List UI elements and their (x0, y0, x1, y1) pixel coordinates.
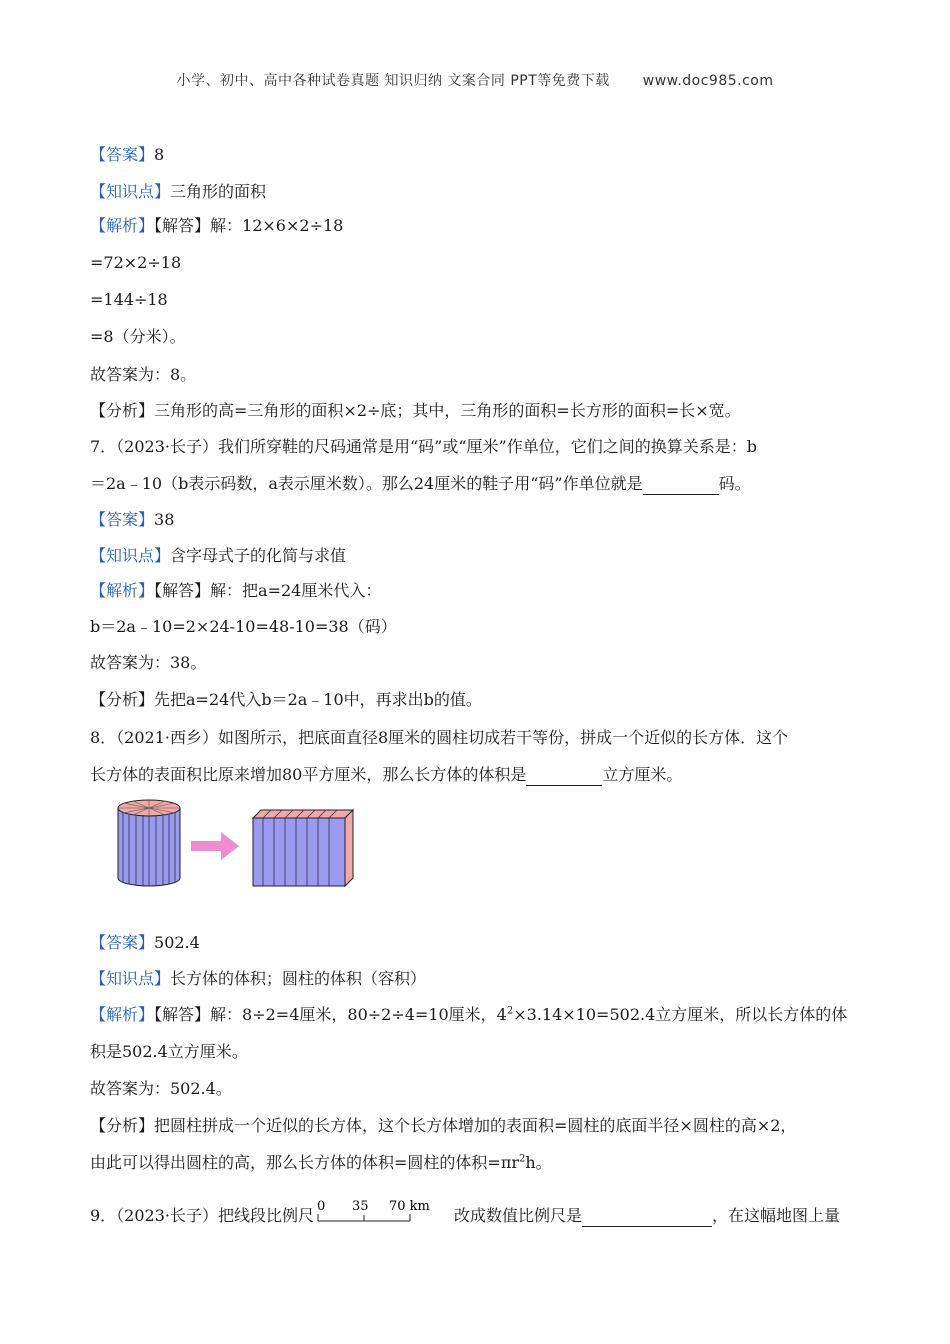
scale-bar-svg (314, 1199, 432, 1227)
q7-knowledge: 【知识点】含字母式子的化简与求值 (90, 546, 347, 565)
header-url[interactable]: www.doc985.com (642, 73, 774, 89)
q8-analysis-line2: 积是502.4立方厘米。 (90, 1042, 248, 1061)
q8-knowledge: 【知识点】长方体的体积；圆柱的体积（容积） (90, 969, 427, 988)
q8-fenxi: 【分析】把圆柱拼成一个近似的长方体，这个长方体增加的表面积=圆柱的底面半径×圆柱的高×2， (90, 1116, 797, 1135)
q8-answer-blank[interactable] (526, 769, 602, 786)
q7-stem-line2: ＝2a﹣10（b表示码数，a表示厘米数）。那么24厘米的鞋子用“码”作单位就是 码。 (90, 474, 751, 493)
q6-answer: 【答案】8 (90, 145, 165, 164)
linear-scale-bar (314, 1199, 432, 1227)
arrow-icon (191, 832, 239, 860)
q6-analysis: 【解析】【解答】解：12×6×2÷18 (90, 216, 344, 235)
page-header (0, 70, 950, 90)
q7-answer: 【答案】38 (90, 510, 175, 529)
q7-stem-line1: 7．（2023·长子）我们所穿鞋的尺码通常是用“码”或“厘米”作单位，它们之间的换算关系是：b (90, 437, 757, 456)
q6-fenxi: 【分析】三角形的高=三角形的面积×2÷底；其中，三角形的面积=长方形的面积=长×宽。 (90, 401, 741, 420)
q7-step1: b＝2a﹣10=2×24-10=48-10=38（码） (90, 617, 397, 636)
q7-fenxi: 【分析】先把a=24代入b＝2a﹣10中，再求出b的值。 (90, 690, 482, 709)
cuboid-illustration (253, 810, 353, 886)
scale-tick-35: 35 (352, 1199, 369, 1214)
q8-answer: 【答案】502.4 (90, 933, 200, 952)
scale-tick-0: 0 (317, 1199, 326, 1214)
scale-tick-70: 70 km (389, 1199, 430, 1214)
q9-stem: 9．（2023·长子）把线段比例尺 0 35 70 km 改成数值比例尺是 ，在这幅地图上量 (90, 1199, 841, 1225)
q6-step2: =144÷18 (90, 290, 168, 309)
q7-conclusion: 故答案为：38。 (90, 653, 207, 672)
q8-stem-line1: 8．（2021·西乡）如图所示，把底面直径8厘米的圆柱切成若干等份，拼成一个近似的长方体．这个 (90, 728, 789, 747)
q8-analysis: 【解析】【解答】解：8÷2=4厘米，80÷2÷4=10厘米，$4^2\times 3.14\times 10=502.4$立方厘米，所以长方体的体 (90, 1005, 848, 1024)
cylinder-to-cuboid-figure (113, 798, 358, 890)
q6-step1: =72×2÷18 (90, 253, 182, 272)
q8-stem-line2: 长方体的表面积比原来增加80平方厘米，那么长方体的体积是 立方厘米。 (90, 765, 683, 784)
q7-analysis: 【解析】【解答】解：把a=24厘米代入： (90, 581, 382, 600)
q8-conclusion: 故答案为：502.4。 (90, 1079, 232, 1098)
q9-answer-blank[interactable] (582, 1210, 712, 1227)
header-text: 小学、初中、高中各种试卷真题 知识归纳 文案合同 PPT等免费下载 (176, 73, 610, 89)
cylinder-illustration (118, 800, 180, 886)
q6-knowledge: 【知识点】三角形的面积 (90, 182, 267, 201)
q8-fenxi-line2: 由此可以得出圆柱的高，那么长方体的体积=圆柱的体积$=\pi r^2h$。 (90, 1153, 552, 1172)
q7-answer-blank[interactable] (643, 478, 719, 495)
q6-conclusion: 故答案为：8。 (90, 365, 197, 384)
q6-step3: =8（分米）。 (90, 327, 186, 346)
